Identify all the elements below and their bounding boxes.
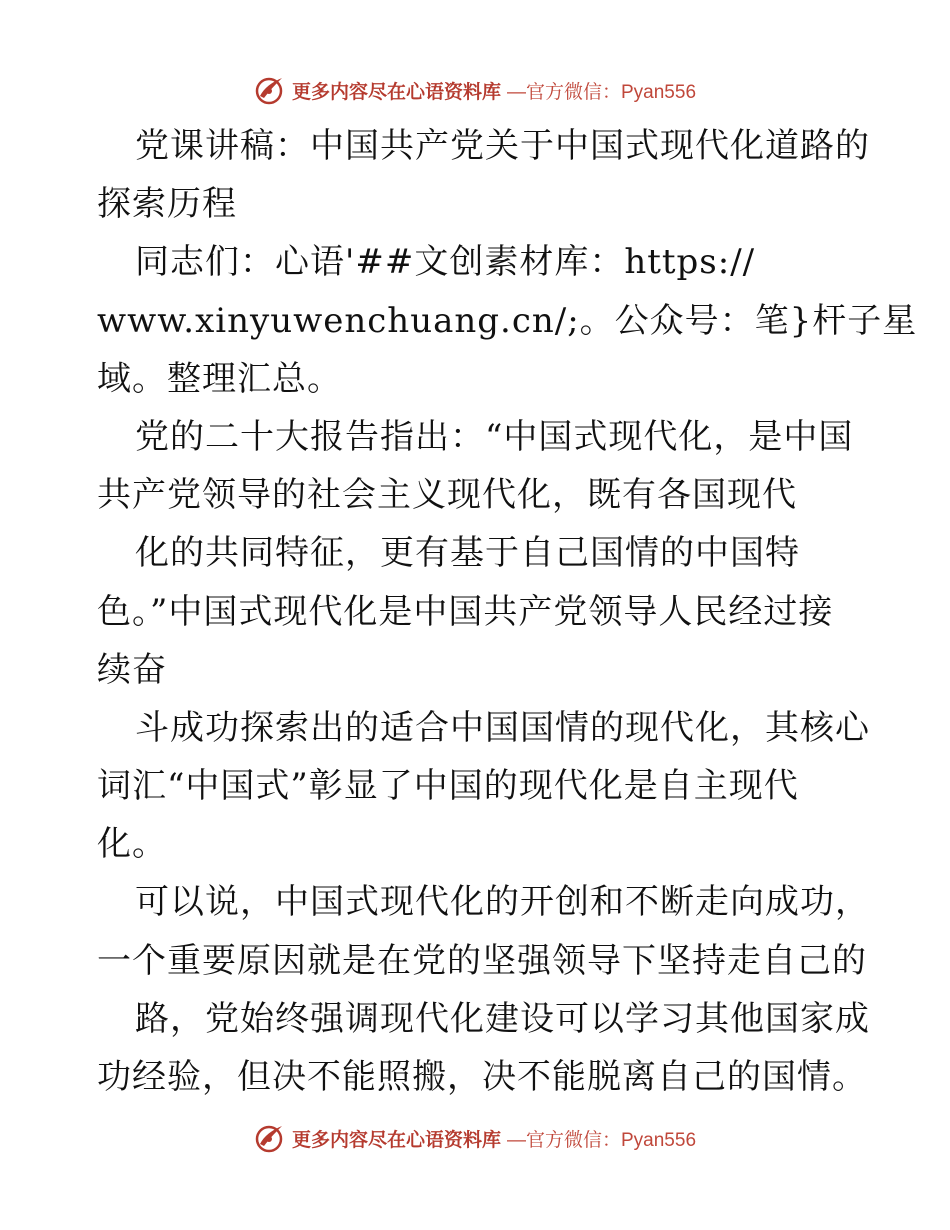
text-line: 斗成功探索出的适合中国国情的现代化，其核心 — [135, 707, 870, 748]
watermark-text: 更多内容尽在心语资料库 — [291, 80, 501, 103]
watermark-contact: —官方微信：Pyan556 — [507, 81, 697, 103]
title-line-1: 党课讲稿：中国共产党关于中国式现代化道路的 — [135, 126, 870, 166]
watermark-contact: —官方微信：Pyan556 — [507, 1129, 697, 1151]
text-line: 同志们：心语'##文创素材库：https:// — [135, 242, 756, 283]
text-line: 路，党始终强调现代化建设可以学习其他国家成 — [135, 998, 870, 1039]
text-line: 化的共同特征，更有基于自己国情的中国特 — [135, 533, 800, 574]
watermark-text: 更多内容尽在心语资料库 — [291, 1128, 501, 1151]
text-line: 续奋 — [97, 649, 167, 690]
text-line: www.xinyuwenchuang.cn/;。公众号：笔}杆子星 — [97, 300, 918, 341]
text-line: 化。 — [97, 824, 167, 865]
text-line: 一个重要原因就是在党的坚强领导下坚持走自己的 — [97, 940, 867, 981]
text-line: 功经验，但决不能照搬，决不能脱离自己的国情。 — [97, 1057, 867, 1097]
text-line: 词汇“中国式”彰显了中国的现代化是自主现代 — [97, 766, 799, 807]
text-line: 可以说，中国式现代化的开创和不断走向成功， — [135, 882, 870, 923]
brush-logo-icon — [254, 1122, 286, 1154]
title-line-2: 探索历程 — [97, 184, 237, 225]
brush-logo-icon — [254, 74, 286, 106]
text-line: 共产党领导的社会主义现代化，既有各国现代 — [97, 475, 797, 516]
text-line: 色。”中国式现代化是中国共产党领导人民经过接 — [97, 591, 834, 632]
watermark-footer — [0, 1118, 950, 1158]
text-line: 域。整理汇总。 — [97, 358, 342, 399]
document-body — [97, 117, 918, 1106]
text-line: 党的二十大报告指出：“中国式现代化，是中国 — [135, 416, 854, 457]
watermark-header — [0, 70, 950, 110]
